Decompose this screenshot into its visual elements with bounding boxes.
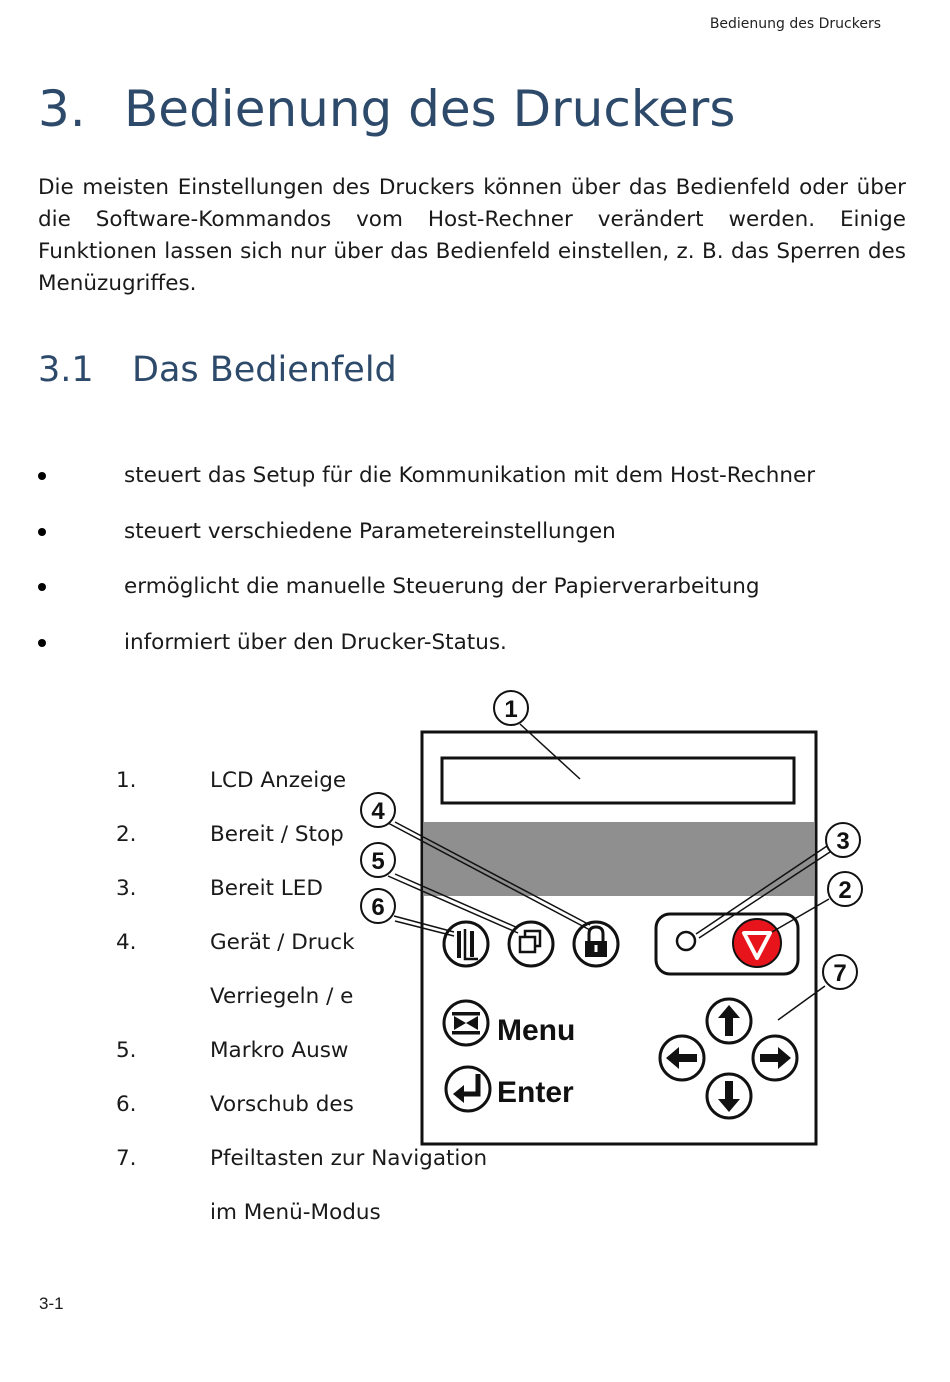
- bullet-dot-icon: [38, 528, 46, 536]
- ready-led: [677, 932, 695, 950]
- callout-7: [823, 955, 857, 989]
- panel-band: [424, 822, 814, 896]
- legend-number: 2.: [116, 822, 137, 847]
- callout-4: [361, 793, 395, 827]
- legend-number: 4.: [116, 930, 137, 955]
- bullet-text: steuert verschiedene Parametereinstellungen: [124, 518, 616, 544]
- arrow-up-button[interactable]: [707, 999, 751, 1043]
- control-panel-figure: [355, 683, 875, 1153]
- callout-6: [361, 889, 395, 923]
- legend-item: [116, 1194, 496, 1248]
- legend-number: 7.: [116, 1146, 137, 1171]
- legend-text: Vorschub des: [210, 1092, 354, 1117]
- bullet-text: informiert über den Drucker-Status.: [124, 629, 507, 655]
- chapter-title: Bedienung des Druckers: [124, 80, 736, 138]
- stop-button[interactable]: [733, 919, 781, 967]
- legend-text: Bereit / Stop: [210, 822, 344, 847]
- section-title: Das Bedienfeld: [132, 350, 397, 390]
- svg-text:3: 3: [836, 828, 850, 855]
- callout-5: [361, 843, 395, 877]
- callout-1: [494, 691, 528, 725]
- legend-text: Bereit LED: [210, 876, 323, 901]
- legend-text: im Menü-Modus: [210, 1200, 381, 1225]
- legend-number: 5.: [116, 1038, 137, 1063]
- feature-bullet-list: [38, 458, 815, 680]
- legend-number: 6.: [116, 1092, 137, 1117]
- menu-button[interactable]: [444, 1001, 488, 1045]
- svg-text:1: 1: [504, 696, 518, 723]
- legend-number: 3.: [116, 876, 137, 901]
- bullet-item: [38, 514, 815, 570]
- bullet-dot-icon: [38, 639, 46, 647]
- svg-text:6: 6: [371, 894, 385, 921]
- section-heading: [38, 350, 397, 390]
- bullet-item: [38, 569, 815, 625]
- legend-text: LCD Anzeige: [210, 768, 347, 793]
- callout-2: [828, 872, 862, 906]
- intro-paragraph: Die meisten Einstellungen des Druckers können über das Bedienfeld oder über die Software-Kommandos vom Host-Rechner verändert werden. Einige Funktionen lassen sich nur über das Bedienfeld einstellen, z. B. das Sperren des Menüzugriffes.: [38, 175, 906, 296]
- menu-label: Menu: [497, 1014, 576, 1047]
- enter-label: Enter: [497, 1076, 574, 1109]
- bullet-text: steuert das Setup für die Kommunikation mit dem Host-Rechner: [124, 463, 816, 488]
- feed-button[interactable]: [444, 922, 488, 966]
- svg-text:2: 2: [838, 877, 852, 904]
- legend-text: Markro Ausw: [210, 1038, 349, 1063]
- svg-text:5: 5: [371, 848, 385, 875]
- bullet-dot-icon: [38, 583, 46, 591]
- bullet-item: [38, 458, 815, 514]
- svg-text:7: 7: [833, 960, 847, 987]
- bullet-item: [38, 625, 815, 681]
- lcd-display: [442, 758, 794, 803]
- arrow-left-button[interactable]: [660, 1036, 704, 1080]
- running-header: Bedienung des Druckers: [709, 16, 881, 32]
- arrow-down-button[interactable]: [707, 1074, 751, 1118]
- arrow-right-button[interactable]: [753, 1036, 797, 1080]
- chapter-number: 3.: [38, 80, 86, 138]
- bullet-dot-icon: [38, 472, 46, 480]
- section-number: 3.1: [38, 350, 94, 390]
- lock-button[interactable]: [574, 922, 618, 966]
- bullet-text: ermöglicht die manuelle Steuerung der Papierverarbeitung: [124, 574, 760, 599]
- legend-text: Gerät / Druck: [210, 930, 355, 955]
- page-number: 3-1: [39, 1294, 64, 1313]
- legend-text: Pfeiltasten zur Navigation: [210, 1146, 488, 1171]
- legend-number: 1.: [116, 768, 137, 793]
- chapter-heading: [38, 80, 735, 138]
- svg-text:4: 4: [371, 798, 385, 825]
- macro-button[interactable]: [509, 922, 553, 966]
- callout-3: [826, 823, 860, 857]
- enter-button[interactable]: [446, 1067, 490, 1111]
- legend-text: Verriegeln / e: [210, 984, 354, 1009]
